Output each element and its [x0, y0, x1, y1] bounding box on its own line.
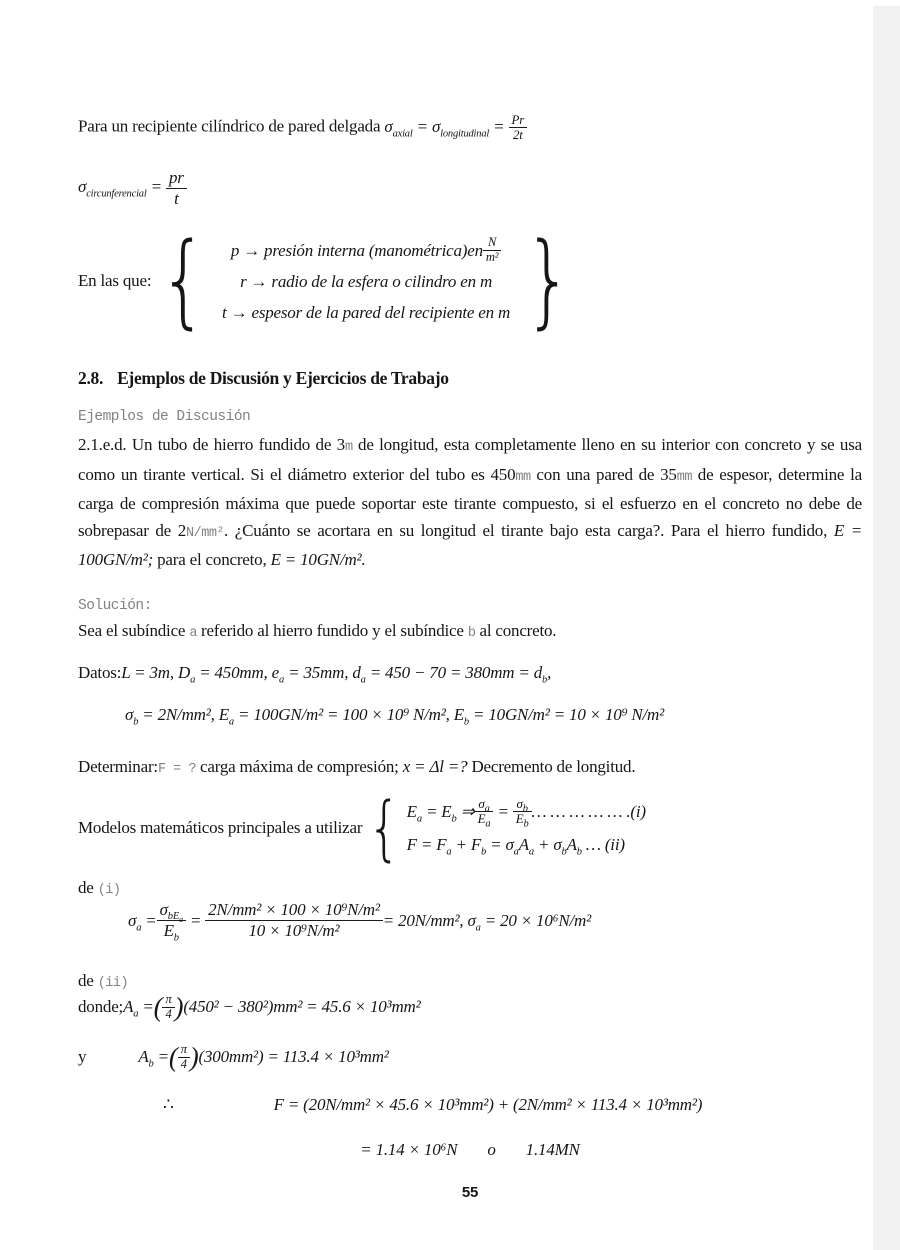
body-text: al concreto.	[475, 621, 557, 640]
unknown-force: F = ?	[157, 762, 196, 777]
fraction-numerator: Pr	[509, 113, 528, 128]
fraction	[157, 900, 186, 944]
fraction	[205, 900, 383, 940]
math-token: =	[150, 176, 162, 196]
area-a-equation: donde; $A_a$ = ( $\frac{\pi}{4}$ ) (450² − 380²)mm² = 45.6 × 10³mm²	[78, 992, 421, 1023]
math-token: + σ	[533, 835, 562, 854]
intro-lead-text: Para un recipiente cilíndrico de pared delgada	[78, 116, 385, 136]
math-token: d	[352, 663, 361, 682]
left-brace: {	[367, 787, 402, 869]
subindex-sentence	[78, 621, 862, 641]
fraction	[483, 236, 501, 265]
math-subscript: a	[179, 915, 183, 925]
math-token: = 100GN/m² = 100 × 10⁹ N/m²,	[233, 705, 454, 724]
datos-label: Datos:	[78, 663, 122, 682]
math-token: A	[123, 997, 134, 1017]
right-brace: }	[524, 221, 573, 340]
math-subscript: a	[513, 846, 519, 858]
definition-row: r → radio de la esfera o cilindro en m	[240, 271, 493, 291]
section-number: 2.8.	[78, 368, 104, 388]
math-inline: E = 100GN/m²;	[78, 520, 862, 569]
unit-annotation: N/mm²	[186, 525, 225, 541]
math-subscript: b	[522, 803, 528, 815]
force-equation	[78, 1095, 862, 1115]
fraction-denominator: 10 × 10⁹N/m²	[248, 921, 340, 941]
math-subscript: b	[451, 813, 457, 825]
donde-label: donde;	[78, 997, 124, 1017]
math-token: σ	[478, 795, 485, 811]
math-inline: E = 10GN/m².	[270, 550, 366, 569]
math-token: E	[406, 802, 417, 821]
math-subscript: a	[136, 921, 142, 933]
math-token: E	[163, 921, 174, 941]
math-token: ,	[547, 663, 552, 682]
page-number: 55	[461, 1184, 479, 1201]
fraction	[162, 993, 174, 1022]
math-token: F = F	[406, 835, 447, 854]
sigma-a-equation	[78, 900, 862, 944]
problem-text: de longitud, esta completamente lleno en su interior con concreto y se usa como un tirante vertical. Si el diámetro exterior del tubo es 450	[78, 435, 862, 484]
section-heading	[78, 368, 862, 389]
math-subscript: a	[485, 818, 491, 830]
body-text: de	[78, 971, 98, 990]
math-token: D	[177, 663, 191, 682]
math-token: = 35mm,	[284, 663, 353, 682]
equation-dots: … (ii)	[581, 835, 625, 854]
problem-text: 2.1.e.d. Un tubo de hierro fundido de 3	[78, 435, 345, 454]
body-text: Sea el subíndice	[78, 621, 190, 640]
math-subscript: axial	[392, 128, 413, 140]
therefore-symbol: ∴	[163, 1095, 174, 1114]
fraction	[513, 795, 532, 830]
math-inline: F = (20N/mm² × 45.6 × 10³mm²) + (2N/mm² × 113.4 × 10³mm²)	[273, 1095, 703, 1114]
definitions-group	[78, 221, 862, 340]
math-subscript: a	[416, 813, 422, 825]
body-text: referido al hierro fundido y el subíndice	[196, 621, 468, 640]
math-subscript: b	[561, 846, 567, 858]
math-subscript: bE	[167, 911, 180, 923]
left-brace: {	[159, 221, 208, 340]
definition-text: p → presión interna (manométrica)en	[230, 240, 483, 260]
math-token: E	[218, 705, 229, 724]
math-token: e	[271, 663, 280, 682]
math-token: E	[515, 811, 524, 826]
from-eq-i-label	[78, 878, 862, 898]
math-token: σ	[125, 705, 134, 724]
from-eq-ii-label	[78, 971, 862, 991]
subindex-b: b	[467, 626, 476, 641]
determinar-line	[78, 757, 862, 777]
math-subscript: b	[576, 846, 582, 858]
math-subscript: a	[279, 674, 285, 686]
fraction-numerator: 2N/mm² × 100 × 10⁹N/m²	[205, 900, 383, 921]
fraction-numerator: pr	[166, 168, 187, 189]
math-token: σ	[159, 900, 168, 919]
fraction-denominator: t	[174, 188, 179, 208]
eq-reference: (i)	[97, 883, 121, 898]
math-subscript: b	[148, 1058, 154, 1070]
section-title: Ejemplos de Discusión y Ejercicios de Trabajo	[117, 368, 449, 388]
subheading: Ejemplos de Discusión	[78, 409, 251, 425]
scrollbar-track[interactable]	[873, 6, 900, 1250]
fraction-denominator: 4	[180, 1056, 187, 1071]
unit-annotation: m	[344, 440, 353, 455]
math-subscript: b	[542, 674, 548, 686]
fraction-numerator: π	[162, 993, 174, 1008]
body-text: carga máxima de compresión;	[195, 757, 403, 776]
y-label: y	[78, 1047, 87, 1067]
fraction-denominator: m²	[485, 249, 499, 264]
math-token: = 450 − 70 = 380mm = d	[365, 663, 543, 682]
math-token: = σ	[486, 835, 514, 854]
math-inline: x = Δl =?	[402, 757, 468, 776]
subindex-a: a	[189, 626, 197, 641]
math-token: σ	[431, 116, 441, 136]
problem-text: . ¿Cuánto se acortara en su longitud el tirante bajo esta carga?. Para el hierro fundido,	[224, 520, 834, 540]
fraction	[166, 168, 187, 208]
fraction	[509, 113, 528, 143]
math-token: L = 3m,	[121, 663, 178, 682]
result-value: = 1.14 × 10⁶N	[360, 1140, 458, 1159]
math-subscript: longitudinal	[440, 128, 490, 140]
math-token: =	[138, 997, 154, 1017]
definitions-label: En las que:	[78, 271, 152, 290]
math-token: = 2N/mm²,	[138, 705, 219, 724]
math-subscript: a	[446, 846, 452, 858]
math-token: ⇒	[456, 802, 475, 821]
problem-text: con una pared de 35	[530, 464, 677, 484]
math-token: + F	[451, 835, 482, 854]
math-subscript: a	[133, 1008, 139, 1020]
math-subscript: a	[528, 846, 534, 858]
problem-text: de espesor, determine la carga de compresión máxima que puede soportar este tirante compuesto, si el esfuerzo en el concreto no debe de sobrepasar de 2	[78, 464, 862, 540]
math-token: A	[518, 835, 529, 854]
math-token: A	[566, 835, 577, 854]
fraction-denominator: 4	[165, 1006, 172, 1021]
math-token: A	[138, 1047, 149, 1067]
model-equation-i	[407, 795, 646, 828]
math-token: (300mm²) = 113.4 × 10³mm²	[198, 1047, 389, 1067]
definition-row	[222, 235, 510, 266]
math-token: = 450mm,	[195, 663, 272, 682]
result-line	[78, 1140, 862, 1160]
model-equation-ii	[407, 828, 646, 861]
math-token: =	[189, 910, 202, 930]
math-token: =	[497, 802, 509, 821]
eq-reference: (ii)	[97, 976, 129, 991]
math-token: E	[477, 811, 486, 826]
problem-paragraph	[78, 432, 862, 574]
intro-line-axial	[78, 113, 862, 143]
math-token: = 20 × 10⁶N/m²	[480, 910, 592, 930]
body-text: Decremento de longitud.	[467, 757, 636, 776]
math-subscript: b	[173, 932, 179, 944]
result-or: o	[487, 1140, 496, 1159]
math-subscript: a	[190, 674, 196, 686]
unit-annotation: mm	[676, 469, 692, 485]
math-subscript: b	[133, 716, 139, 728]
fraction-numerator: N	[483, 236, 501, 251]
math-token: (450² − 380²)mm² = 45.6 × 10³mm²	[183, 997, 421, 1017]
math-subscript: b	[523, 818, 529, 830]
math-token: =	[493, 116, 505, 136]
math-token: = E	[421, 802, 452, 821]
datos-line-2	[125, 705, 862, 728]
intro-line-circunferencial	[78, 168, 862, 208]
equation-dots: … … … … … .(i)	[531, 802, 646, 821]
math-subscript: a	[484, 803, 490, 815]
math-subscript: a	[228, 716, 234, 728]
fraction-numerator: π	[178, 1043, 190, 1058]
math-token: σ	[516, 795, 523, 811]
math-token: =	[141, 910, 157, 930]
math-token: E	[453, 705, 464, 724]
math-subscript: a	[475, 921, 481, 933]
definition-row: t → espesor de la pared del recipiente en m	[222, 302, 511, 322]
unit-annotation: mm	[515, 469, 531, 485]
math-subscript: b	[463, 716, 469, 728]
math-token: σ	[128, 910, 137, 930]
result-value-mn: 1.14MN	[525, 1140, 580, 1159]
math-subscript: a	[360, 674, 366, 686]
problem-text: para el concreto,	[153, 550, 271, 569]
fraction	[178, 1043, 190, 1072]
determinar-label: Determinar:	[78, 757, 158, 776]
fraction-denominator: 2t	[512, 127, 523, 143]
math-token: =	[153, 1047, 169, 1067]
area-b-equation: y $A_b$ = ( $\frac{\pi}{4}$ ) (300mm²) = 113.4 × 10³mm²	[78, 1042, 389, 1073]
math-token: =	[416, 116, 428, 136]
datos-line	[78, 663, 862, 686]
math-token: σ	[467, 910, 476, 930]
solution-label: Solución:	[78, 598, 152, 614]
math-token: σ	[384, 116, 393, 136]
math-token: σ	[78, 176, 87, 196]
math-token: = 20N/mm²,	[382, 910, 468, 930]
models-group	[78, 787, 862, 869]
math-token: = 10GN/m² = 10 × 10⁹ N/m²	[468, 705, 664, 724]
fraction	[475, 795, 494, 830]
math-subscript: circunferencial	[86, 188, 147, 200]
body-text: de	[78, 878, 98, 897]
math-subscript: b	[481, 846, 487, 858]
models-label: Modelos matemáticos principales a utilizar	[78, 818, 363, 837]
math-sigma-axial	[384, 112, 527, 143]
